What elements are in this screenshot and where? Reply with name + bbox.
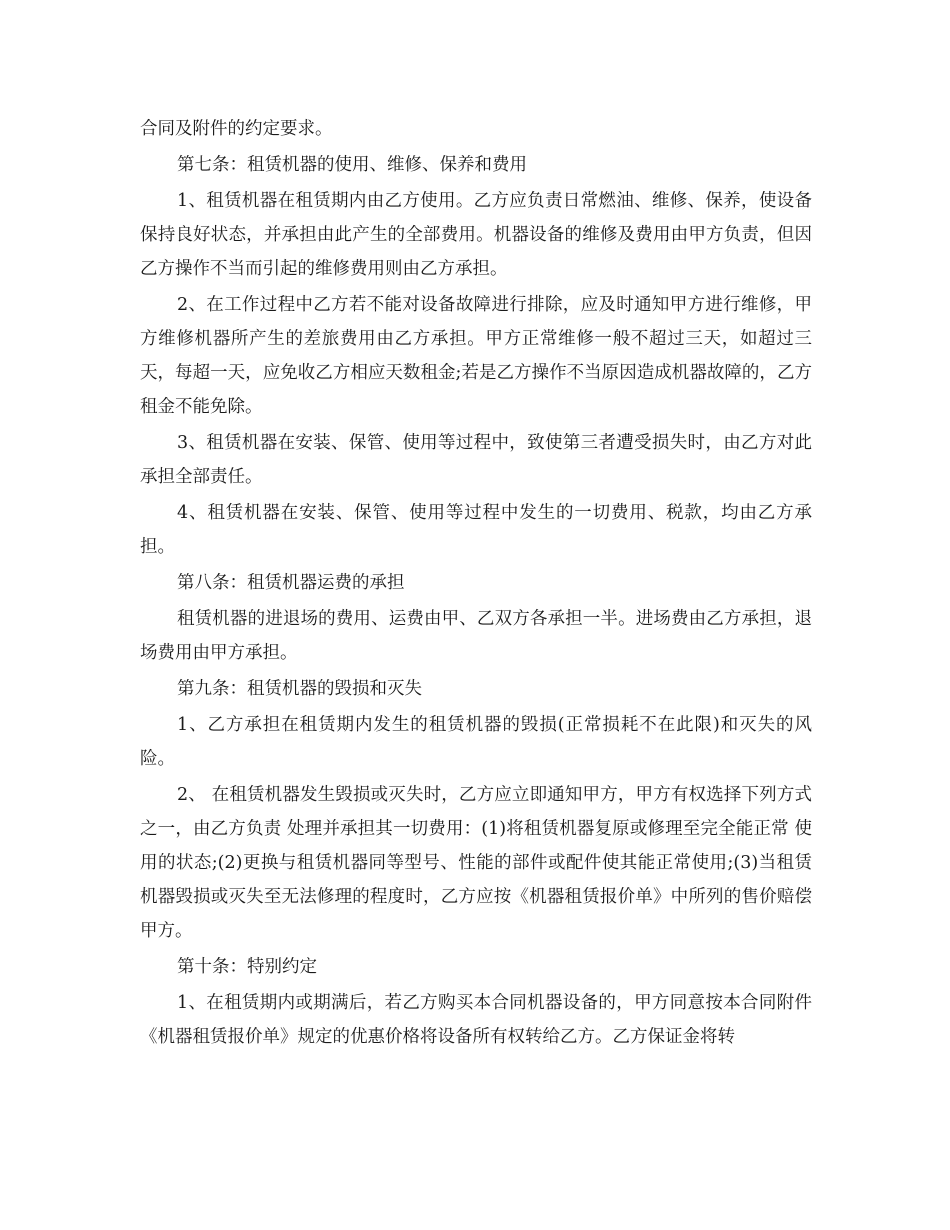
document-page <box>140 112 812 1056</box>
clause-heading: 第九条：租赁机器的毁损和灭失 <box>177 679 422 699</box>
paragraph: 租赁机器的进退场的费用、运费由甲、乙双方各承担一半。进场费由乙方承担，退场费用由甲方承担。 <box>140 609 812 663</box>
paragraph: 4、租赁机器在安装、保管、使用等过程中发生的一切费用、税款，均由乙方承担。 <box>140 503 812 557</box>
paragraph: 1、租赁机器在租赁期内由乙方使用。乙方应负责日常燃油、维修、保养，使设备保持良好状态，并承担由此产生的全部费用。机器设备的维修及费用由甲方负责，但因乙方操作不当而引起的维修费用则由乙方承担。 <box>140 191 812 279</box>
paragraph: 2、在工作过程中乙方若不能对设备故障进行排除，应及时通知甲方进行维修，甲方维修机器所产生的差旅费用由乙方承担。甲方正常维修一般不超过三天，如超过三天，每超一天，应免收乙方相应天数租金;若是乙方操作不当原因造成机器故障的，乙方租金不能免除。 <box>140 295 812 417</box>
clause-heading: 第七条：租赁机器的使用、维修、保养和费用 <box>177 155 527 175</box>
clause-heading: 第八条：租赁机器运费的承担 <box>177 573 405 593</box>
paragraph: 1、在租赁期内或期满后，若乙方购买本合同机器设备的，甲方同意按本合同附件《机器租赁报价单》规定的优惠价格将设备所有权转给乙方。乙方保证金将转 <box>140 993 812 1047</box>
clause-heading: 第十条：特别约定 <box>177 957 317 977</box>
paragraph: 3、租赁机器在安装、保管、使用等过程中，致使第三者遭受损失时，由乙方对此承担全部责任。 <box>140 433 812 487</box>
paragraph: 2、 在租赁机器发生毁损或灭失时，乙方应立即通知甲方，甲方有权选择下列方式之一，由乙方负责 处理并承担其一切费用：(1)将租赁机器复原或修理至完全能正常 使用的状态;(2)更换与租赁机器同等型号、性能的部件或配件使其能正常使用;(3)当租赁机器毁损或灭失至无法修理的程度时，乙方应按《机器租赁报价单》中所列的售价赔偿甲方。 <box>140 785 812 941</box>
paragraph: 1、乙方承担在租赁期内发生的租赁机器的毁损(正常损耗不在此限)和灭失的风险。 <box>140 715 812 769</box>
paragraph: 合同及附件的约定要求。 <box>140 119 333 139</box>
